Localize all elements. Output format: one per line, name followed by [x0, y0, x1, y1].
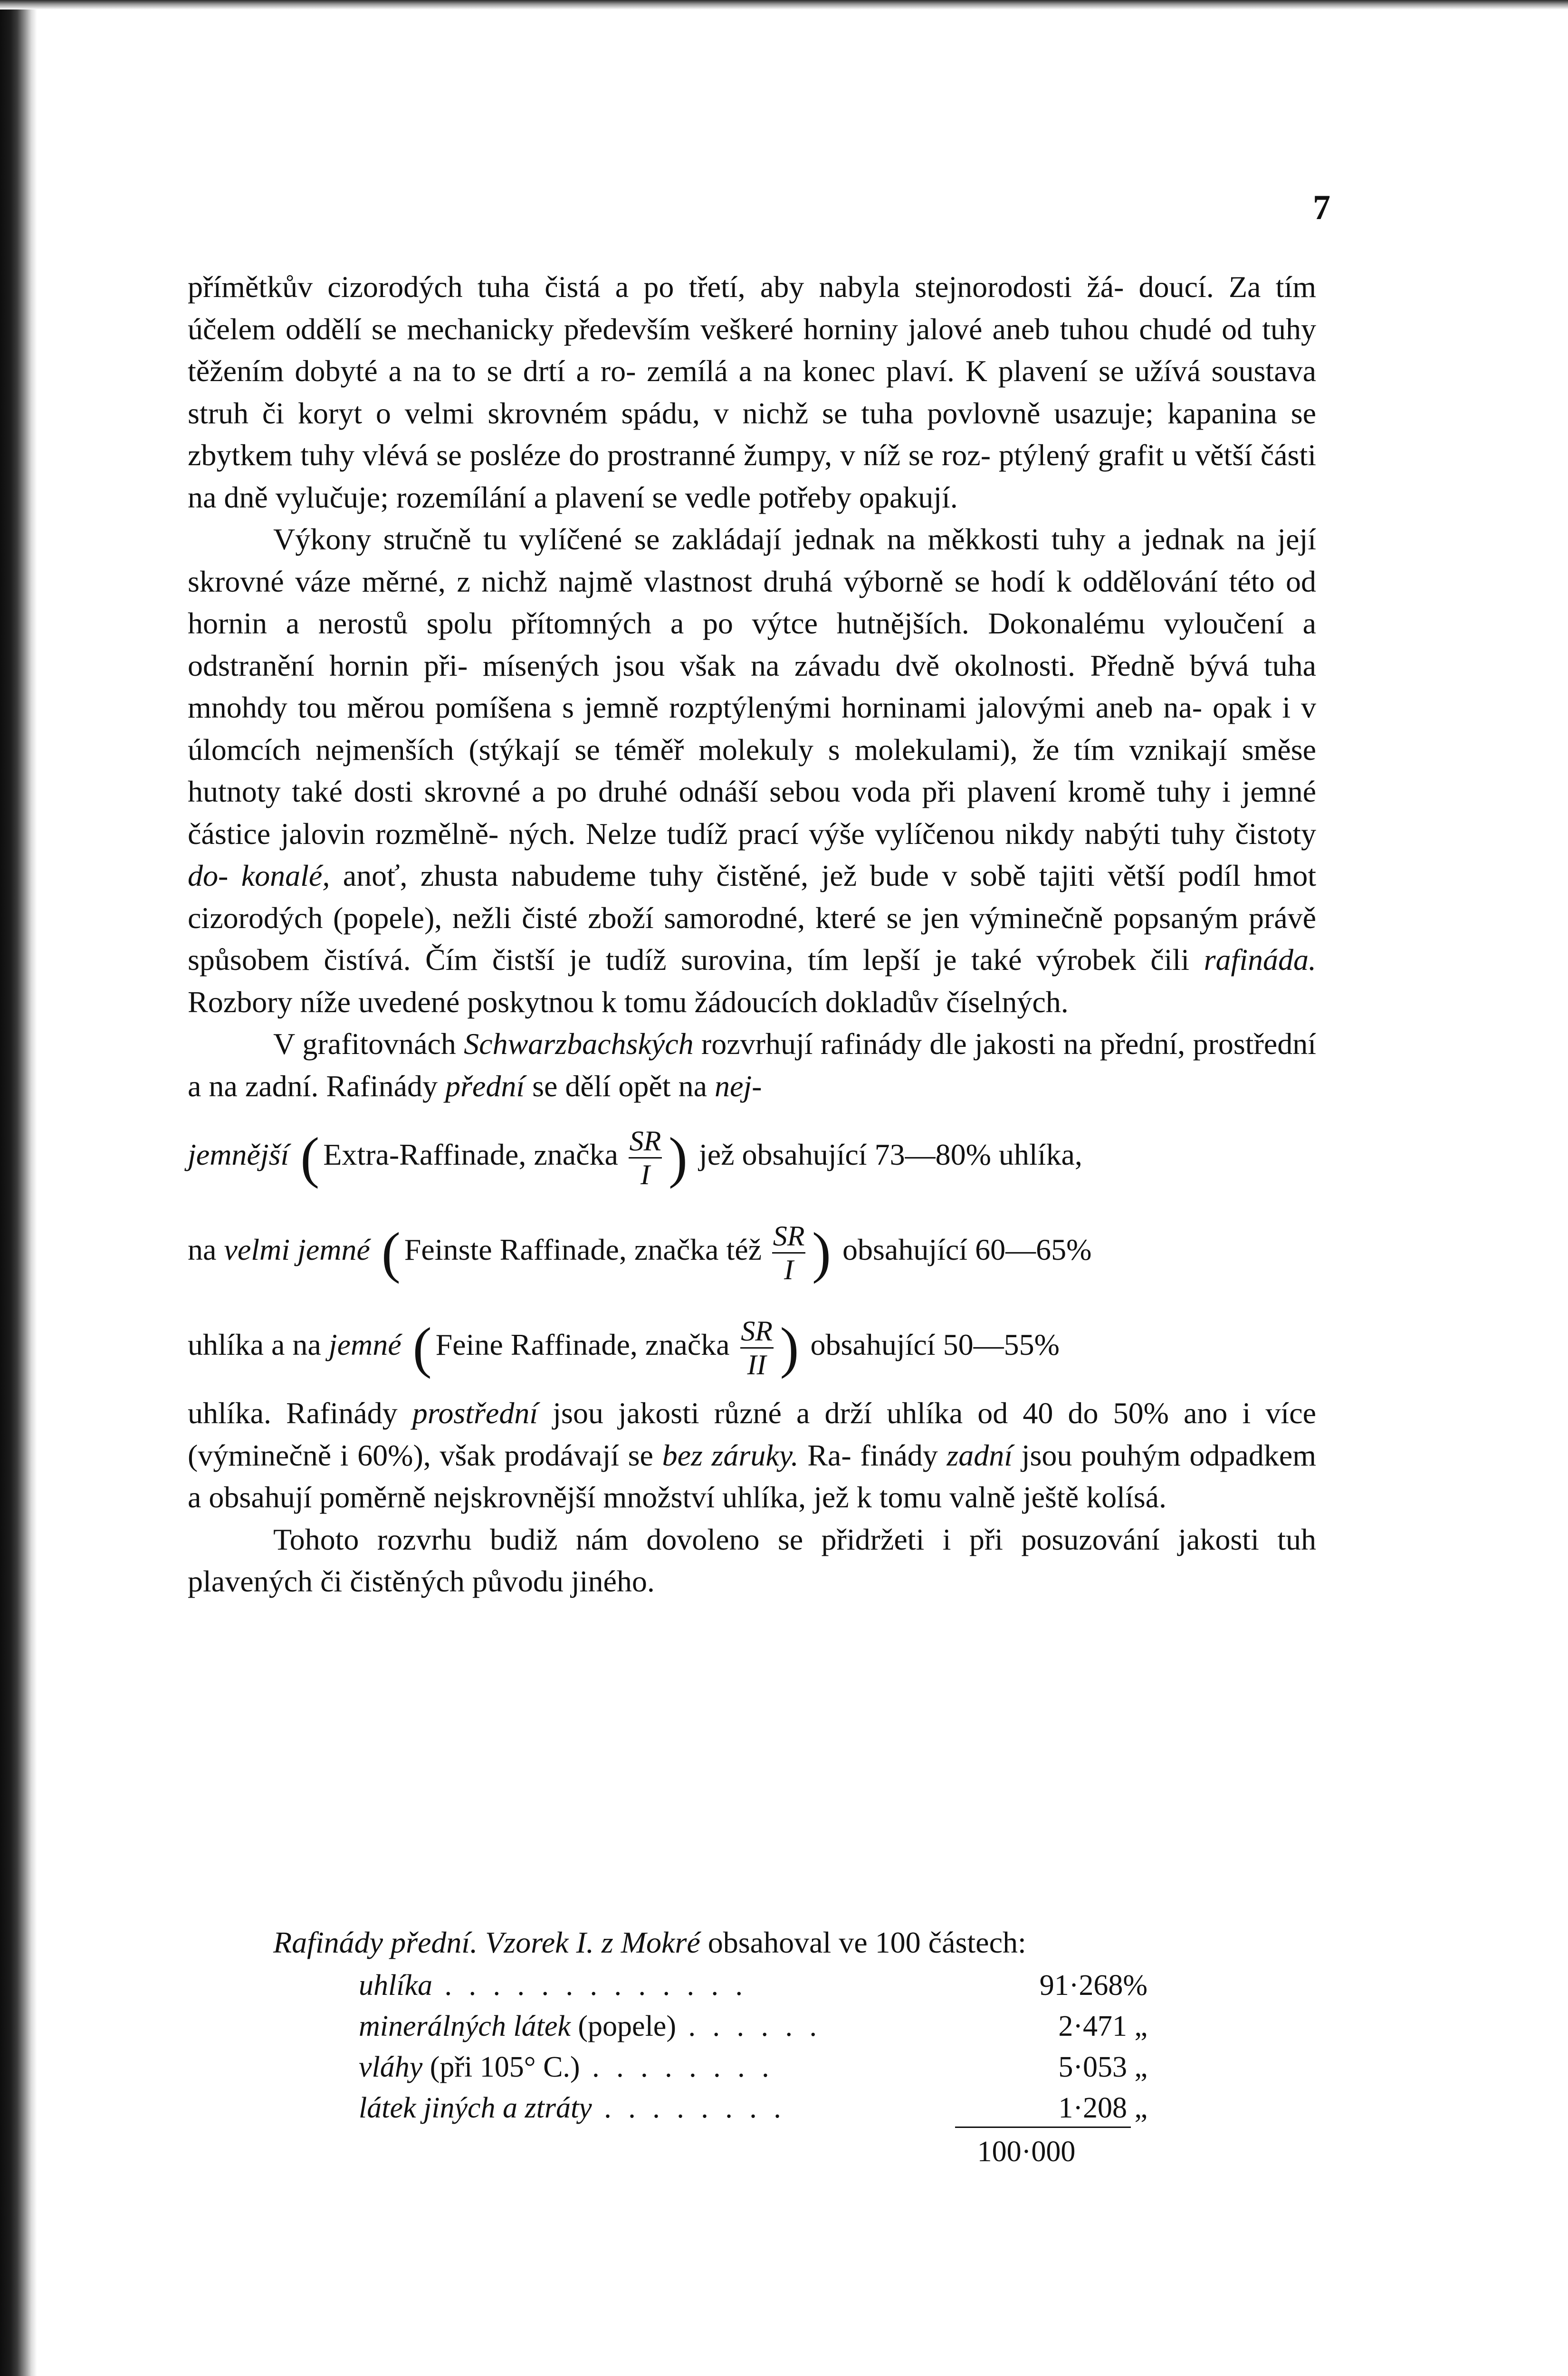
text: obsahující 60—65%: [842, 1233, 1092, 1266]
line: jakosti tuh plavených či čistěných původu jiného.: [188, 1522, 1317, 1598]
text: obsahoval ve 100 částech:: [700, 1926, 1026, 1959]
page-number: 7: [1313, 188, 1330, 227]
analysis-label: [359, 2006, 822, 2047]
text: obsahující 50—55%: [810, 1328, 1060, 1361]
fraction-bar: [772, 1252, 805, 1254]
line: že tím vznikají směse hutnoty také dosti skrovné a po druhé odnáší: [188, 732, 1317, 808]
text: Extra-Raffinade, značka: [323, 1138, 618, 1171]
line: výborně se hodí k oddělování této od hornin a nerostů spolu přítomných: [188, 564, 1316, 640]
line: tou měrou pomíšena s jemně rozptýlenými horninami jalovými aneb na-: [297, 690, 1203, 724]
italic-term: konalé,: [241, 859, 330, 892]
line: podíl hmot cizorodých (popele), nežli čisté zboží samorodné, které se: [188, 859, 1317, 935]
line: doucí. Za tím účelem oddělí se mechanicky především veškeré horniny: [188, 270, 1317, 346]
grade-line-extra: [188, 1107, 1316, 1202]
analysis-row: [359, 1965, 1147, 2006]
text: jež obsahující 73—80% uhlíka,: [698, 1138, 1082, 1171]
label-plain: (popele): [570, 2010, 676, 2042]
line: ných. Nelze tudíž prací výše vylíčenou nikdy nabýti tuhy čistoty: [508, 816, 1316, 851]
close-paren: ): [668, 1126, 688, 1189]
text: V grafitovnách: [273, 1027, 464, 1061]
line: poskytnou k tomu žádoucích dokladův číselných.: [467, 985, 1069, 1019]
fraction-numerator: SR: [741, 1315, 773, 1347]
grade-mark-fraction: [629, 1127, 662, 1189]
line: anoť, zhusta nabudeme tuhy čistěné, jež bude v sobě tajiti větší: [330, 859, 1166, 892]
text: uhlíka. Rafinády: [188, 1396, 412, 1430]
label-italic: minerálných látek: [359, 2010, 571, 2042]
scan-top-shadow: [0, 0, 1568, 10]
label-italic: uhlíka: [359, 1969, 432, 2002]
scan-edge-shadow: [0, 0, 37, 2376]
leader-dots: . . . . . . . .: [580, 2051, 774, 2083]
paragraph-3-continued: [188, 1392, 1316, 1519]
sum-rule: [955, 2127, 1131, 2128]
grade-mark-fraction: [740, 1317, 774, 1379]
italic-term: Rafinády přední. Vzorek I. z Mokré: [273, 1926, 700, 1959]
text: 50% ano i více (výminečně i 60%), však prodávají se: [188, 1396, 1317, 1472]
text: Ra-: [798, 1438, 851, 1472]
line: a jednak na její skrovné váze měrné, z nichž najmě vlastnost druhá: [188, 522, 1317, 598]
line: jen výminečně popsaným právě spůsobem čistívá. Čím čistší je tudíž: [188, 901, 1317, 977]
line: vedle potřeby opakují.: [685, 480, 958, 514]
text: rozvrhují rafinády dle jakosti na: [693, 1027, 1092, 1061]
text: jsou jakosti různé a drží uhlíka od 40 do: [538, 1396, 1099, 1430]
italic-term: prostřední: [412, 1396, 538, 1430]
line: mísených jsou však na závadu dvě okolnosti. Předně bývá tuha mnohdy: [188, 648, 1317, 724]
italic-term: jemné: [328, 1328, 402, 1361]
analysis-total: 100·000: [977, 2136, 1076, 2168]
label-italic: vláhy: [359, 2051, 423, 2083]
line: o velmi skrovném spádu, v nichž se tuha povlovně usazuje; kapanina: [375, 396, 1277, 430]
body-text: [188, 266, 1316, 1603]
line: sebou voda při plavení kromě tuhy i jemné částice jalovin rozmělně-: [188, 775, 1317, 851]
italic-term: nej-: [714, 1069, 762, 1103]
analysis-label: [359, 2088, 786, 2128]
line: se zbytkem tuhy vlévá se posléze do prostranné žumpy, v níž se roz-: [188, 396, 1317, 472]
paragraph-1: [188, 266, 1316, 518]
analysis-value: 5·053 „: [1058, 2051, 1147, 2083]
paragraph-3: [188, 1023, 1316, 1107]
fraction-denominator: I: [784, 1254, 794, 1285]
open-paren: (: [412, 1316, 432, 1380]
grade-line-feine: [188, 1297, 1316, 1392]
paragraph-4: [188, 1519, 1316, 1603]
text: se dělí opět na: [525, 1069, 715, 1103]
fraction-denominator: I: [640, 1159, 650, 1190]
italic-term: bez záruky.: [662, 1438, 799, 1472]
line: jalové aneb tuhou chudé od tuhy těžením dobyté a na to se drtí a ro-: [188, 312, 1317, 388]
close-paren: ): [780, 1316, 799, 1380]
italic-term: rafináda.: [1204, 943, 1317, 977]
italic-term: zadní: [947, 1438, 1013, 1472]
text: Feine Raffinade, značka: [435, 1328, 730, 1361]
text: přední, prostřední a na zadní. Rafinády: [188, 1027, 1317, 1103]
analysis-value: 91·268%: [1039, 1969, 1147, 2002]
label-italic: látek jiných a ztráty: [359, 2092, 592, 2124]
fraction-numerator: SR: [629, 1125, 661, 1157]
line: Rozbory níže uvedené: [188, 985, 460, 1019]
italic-term: jemnější: [188, 1138, 289, 1171]
analysis-intro: [273, 1922, 1271, 1963]
italic-term: do-: [188, 859, 229, 892]
analysis-row: [359, 2047, 1147, 2088]
line: přímětkův cizorodých tuha čistá a po třetí, aby nabyla stejnorodosti žá-: [188, 270, 1124, 304]
analysis-value: 2·471 „: [1058, 2010, 1147, 2042]
italic-term: přední: [445, 1069, 525, 1103]
analysis-label: [359, 1965, 747, 2006]
open-paren: (: [300, 1126, 320, 1189]
text: na: [188, 1233, 224, 1266]
grade-line-feinste: [188, 1202, 1316, 1297]
grade-mark-fraction: [772, 1222, 805, 1284]
leader-dots: . . . . . .: [676, 2010, 822, 2042]
label-plain: (při 105° C.): [422, 2051, 580, 2083]
italic-term: Schwarzbachských: [464, 1027, 694, 1061]
fraction-numerator: SR: [773, 1220, 805, 1252]
line: Tohoto rozvrhu budiž nám dovoleno se přidržeti i při posuzování: [273, 1522, 1160, 1556]
text: množství uhlíka, jež k tomu valně ještě kolísá.: [603, 1480, 1166, 1514]
line: ptýlený grafit u větší části na dně vylučuje; rozemílání a plavení se: [188, 438, 1317, 514]
text: Feinste Raffinade, značka též: [404, 1233, 762, 1266]
fraction-bar: [740, 1347, 774, 1349]
analysis-table: [359, 1965, 1147, 2128]
open-paren: (: [381, 1221, 401, 1284]
paragraph-2: [188, 518, 1316, 1023]
italic-term: velmi jemné: [224, 1233, 370, 1266]
analysis-label: [359, 2047, 774, 2088]
analysis-row: [359, 2088, 1147, 2128]
text: uhlíka a na: [188, 1328, 329, 1361]
line: zemílá a na konec plaví. K plavení se užívá soustava struh či koryt: [188, 354, 1317, 430]
fraction-denominator: II: [747, 1349, 766, 1380]
fraction-bar: [629, 1157, 662, 1159]
text: finády: [860, 1438, 947, 1472]
text: jsou pouhým odpadkem a obsahují poměrně nejskrovnější: [188, 1438, 1316, 1514]
leader-dots: . . . . . . . . . . . . .: [432, 1969, 747, 2002]
line: Výkony stručně tu vylíčené se zakládají jednak na měkkosti tuhy: [273, 522, 1106, 556]
line: opak i v úlomcích nejmenších (stýkají se téměř molekuly s molekulami),: [188, 690, 1317, 766]
leader-dots: . . . . . . . .: [592, 2092, 786, 2124]
line: surovina, tím lepší je také výrobek čili: [681, 943, 1204, 977]
line: a po výtce hutnějších. Dokonalému vyloučení a odstranění hornin při-: [188, 606, 1317, 682]
analysis-value: 1·208 „: [1058, 2092, 1147, 2124]
close-paren: ): [812, 1221, 831, 1284]
analysis-row: [359, 2006, 1147, 2047]
